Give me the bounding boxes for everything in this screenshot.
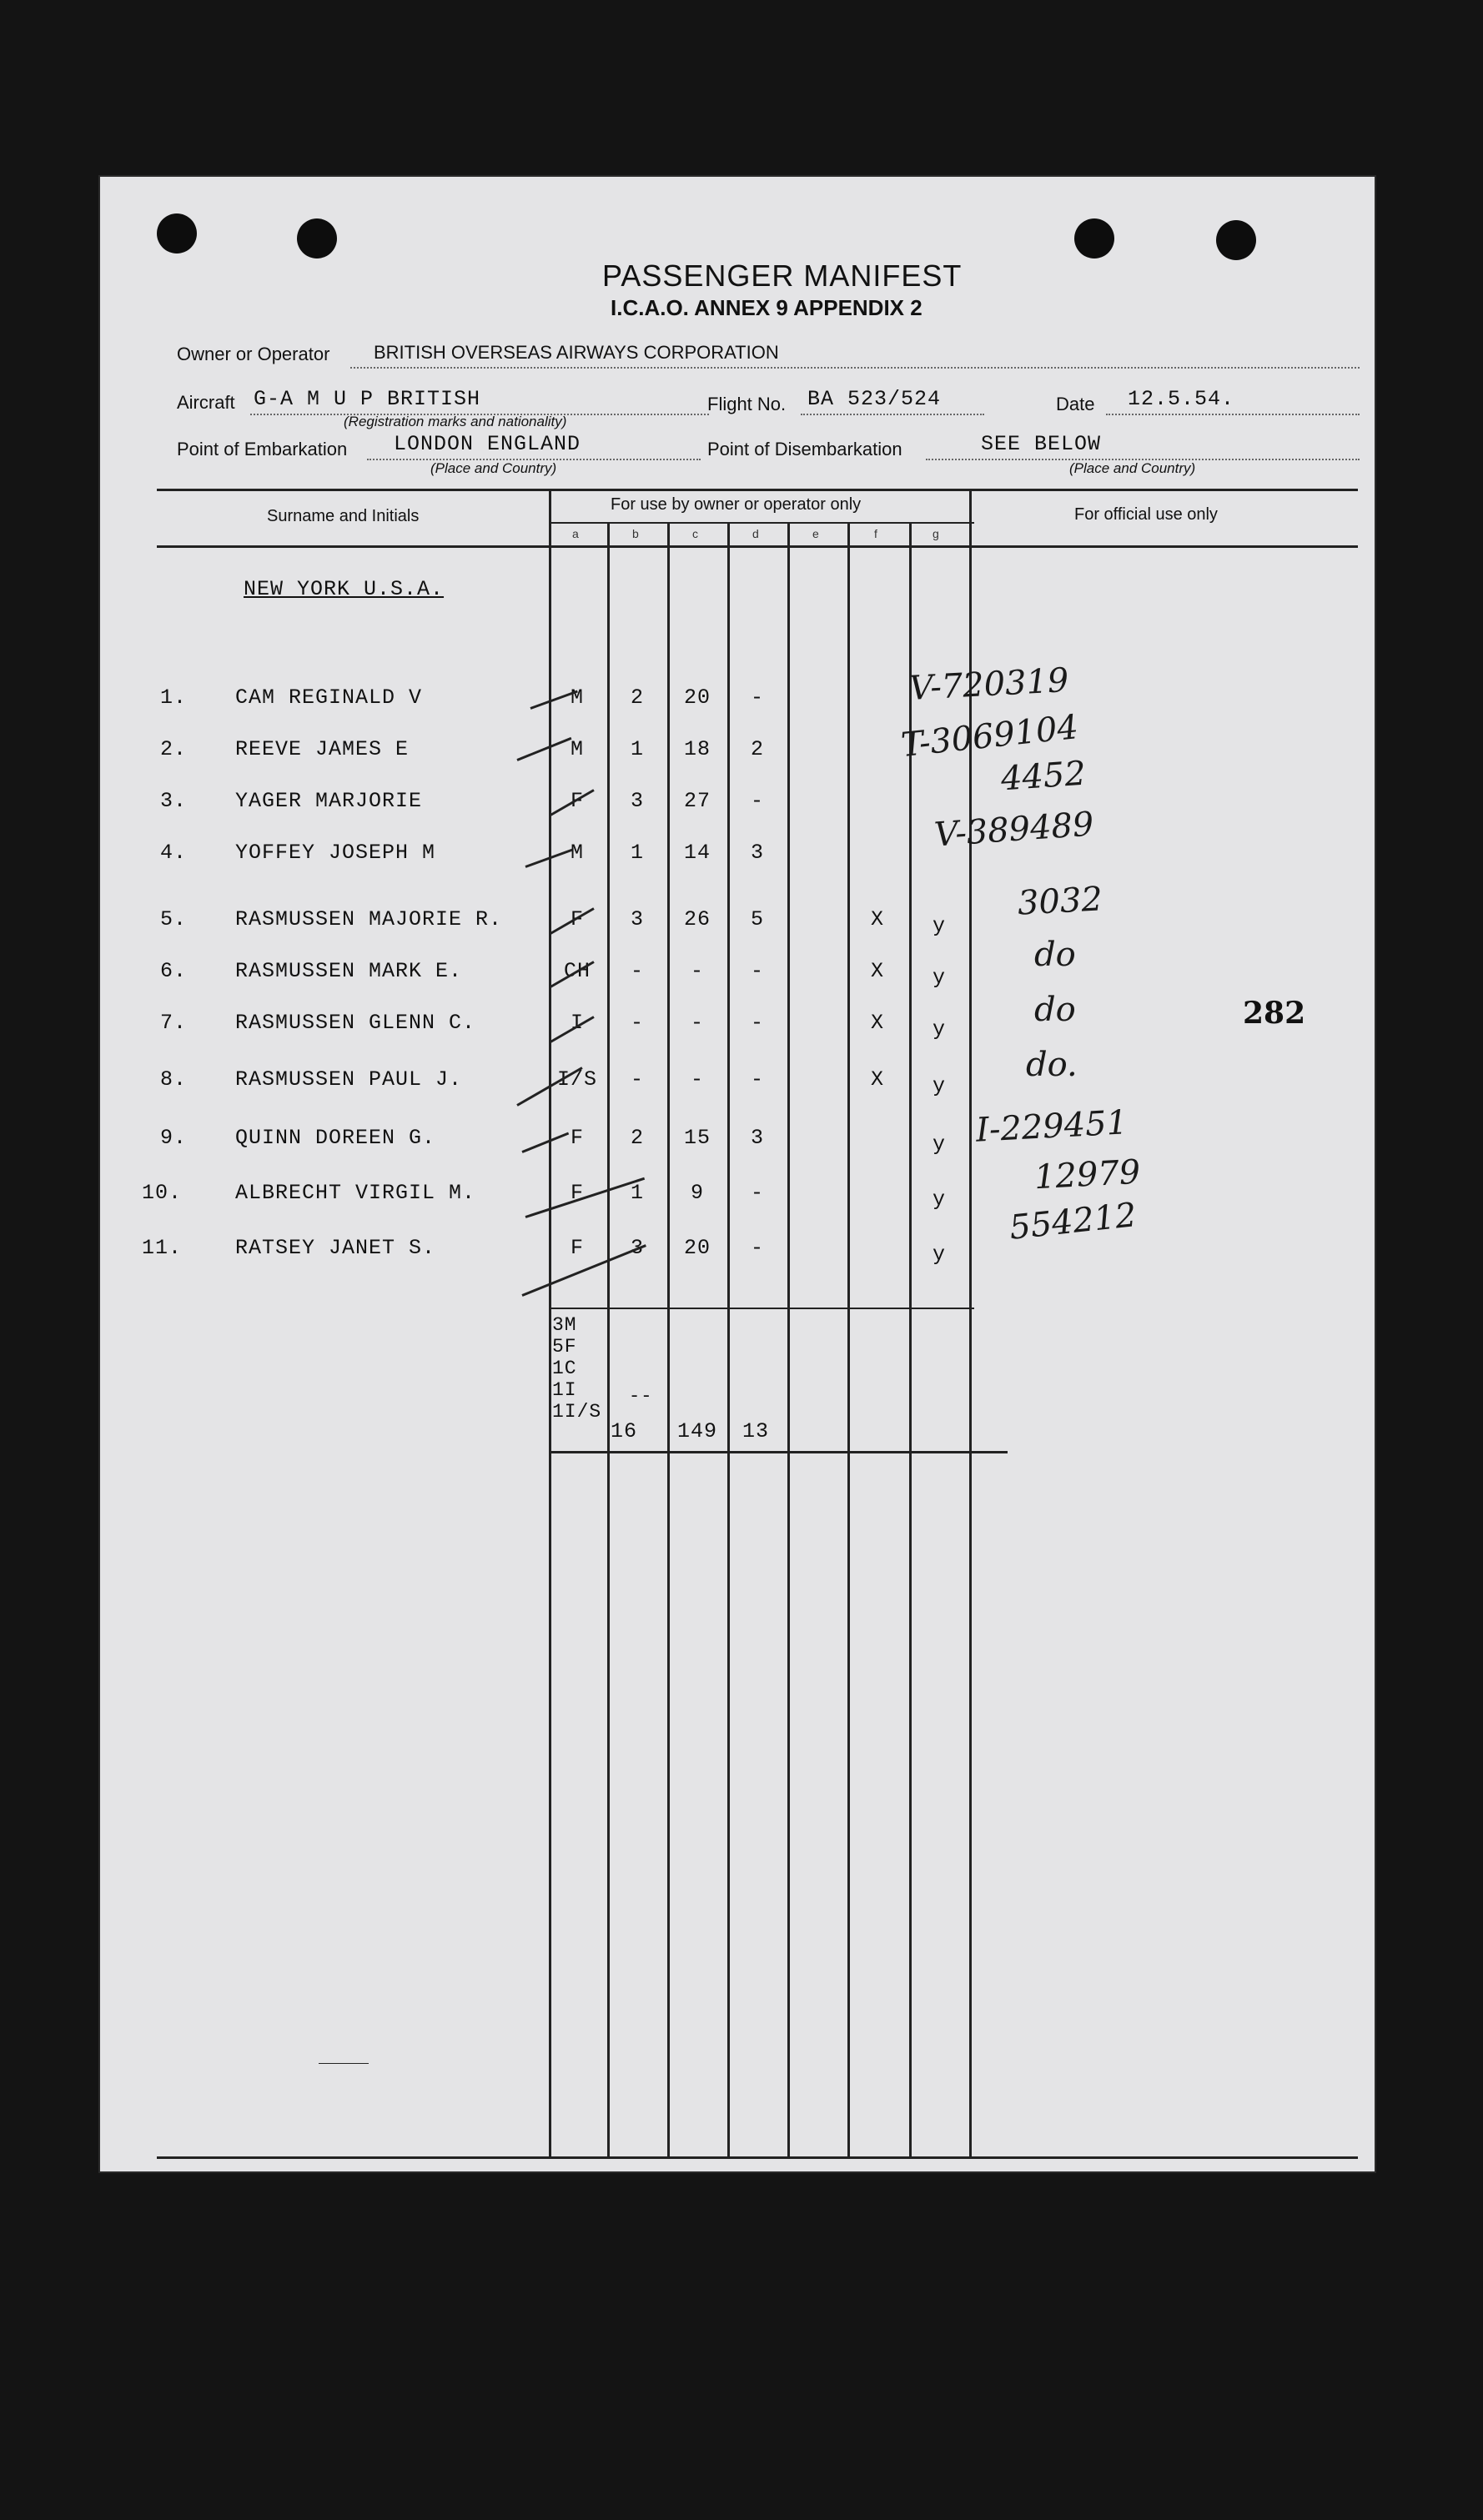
cell-b: 2: [630, 685, 644, 710]
stray-mark: [319, 2063, 369, 2064]
row-number: 11.: [142, 1236, 183, 1260]
disembark-note: (Place and Country): [1069, 460, 1196, 476]
cell-g: y: [932, 1132, 946, 1157]
totals-c: 149: [677, 1419, 718, 1443]
cell-d: -: [750, 1067, 764, 1092]
cell-g: y: [932, 914, 946, 938]
cell-b: 1: [630, 841, 644, 865]
cell-d: 3: [750, 841, 764, 865]
passenger-name: YAGER MARJORIE: [235, 789, 423, 813]
column-rule: [727, 524, 730, 2158]
row-number: 5.: [160, 907, 188, 931]
cell-d: 2: [750, 737, 764, 761]
cell-d: 3: [750, 1126, 764, 1150]
embark-value: LONDON ENGLAND: [394, 432, 581, 456]
cell-c: 15: [683, 1126, 711, 1150]
owner-label: Owner or Operator: [177, 344, 330, 364]
cell-b: 1: [630, 1181, 644, 1205]
row-number: 10.: [142, 1181, 183, 1205]
punch-hole: [297, 218, 337, 259]
cell-c: 27: [683, 789, 711, 813]
header-bottom-rule: [157, 545, 1358, 548]
date-value: 12.5.54.: [1128, 387, 1235, 411]
owner-value: BRITISH OVERSEAS AIRWAYS CORPORATION: [374, 342, 779, 363]
totals-a-line: 5F: [552, 1336, 577, 1358]
passenger-name: CAM REGINALD V: [235, 685, 423, 710]
official-note: V-389489: [933, 805, 1095, 855]
col-letter-a: a: [572, 527, 579, 540]
cell-c: -: [690, 1067, 704, 1092]
punch-hole: [1074, 218, 1114, 259]
cell-g: y: [932, 966, 946, 990]
page-title: PASSENGER MANIFEST: [602, 259, 963, 293]
cell-a: F: [570, 1236, 584, 1260]
column-rule: [787, 524, 790, 2158]
passenger-name: RASMUSSEN PAUL J.: [235, 1067, 463, 1092]
cell-d: 5: [750, 907, 764, 931]
cell-a: F: [570, 789, 584, 813]
official-note: do.: [1026, 1046, 1078, 1084]
cell-d: -: [750, 959, 764, 983]
disembark-label: Point of Disembarkation: [707, 439, 902, 459]
cell-g: y: [932, 1242, 946, 1267]
cell-f: X: [870, 1067, 884, 1092]
totals-b: 16: [611, 1419, 638, 1443]
passenger-name: QUINN DOREEN G.: [235, 1126, 436, 1150]
official-note: V-720319: [907, 661, 1070, 708]
totals-b-dash: --: [629, 1386, 653, 1407]
manifest-page: [100, 177, 1375, 2171]
official-note: T-3069104: [899, 707, 1081, 766]
column-rule: [549, 490, 551, 2158]
row-number: 3.: [160, 789, 188, 813]
embark-note: (Place and Country): [430, 460, 557, 476]
cell-c: 26: [683, 907, 711, 931]
col-letter-b: b: [632, 527, 639, 540]
col-letter-e: e: [812, 527, 819, 540]
cell-b: 3: [630, 907, 644, 931]
dotted-line: [801, 414, 984, 415]
column-rule: [667, 524, 670, 2158]
totals-bottom-rule: [549, 1451, 1008, 1453]
totals-d: 13: [742, 1419, 770, 1443]
cell-c: -: [690, 959, 704, 983]
cell-c: 18: [683, 737, 711, 761]
cell-a: I: [570, 1011, 584, 1035]
cell-g: y: [932, 1017, 946, 1042]
cell-b: 3: [630, 789, 644, 813]
cell-a: M: [570, 841, 584, 865]
passenger-name: RASMUSSEN MARK E.: [235, 959, 463, 983]
cell-c: 20: [683, 1236, 711, 1260]
col-letter-d: d: [752, 527, 759, 540]
cell-c: -: [690, 1011, 704, 1035]
totals-a-line: 1C: [552, 1358, 577, 1379]
cell-d: -: [750, 1236, 764, 1260]
destination-heading: NEW YORK U.S.A.: [244, 577, 445, 601]
dotted-line: [1106, 414, 1360, 415]
cell-c: 9: [690, 1181, 704, 1205]
row-number: 2.: [160, 737, 188, 761]
passenger-name: RASMUSSEN GLENN C.: [235, 1011, 476, 1035]
cell-a: M: [570, 685, 584, 710]
official-note: I-229451: [974, 1103, 1129, 1150]
cell-b: 2: [630, 1126, 644, 1150]
official-note: do: [1034, 991, 1076, 1029]
row-number: 1.: [160, 685, 188, 710]
cell-f: X: [870, 907, 884, 931]
cell-a: CH: [563, 959, 591, 983]
owner-use-header: For use by owner or operator only: [611, 495, 862, 514]
dotted-line: [350, 367, 1360, 369]
cell-b: -: [630, 959, 644, 983]
cell-b: -: [630, 1011, 644, 1035]
aircraft-value: G-A M U P BRITISH: [254, 387, 481, 411]
cell-g: y: [932, 1074, 946, 1098]
col-letter-c: c: [692, 527, 698, 540]
passenger-name: RASMUSSEN MAJORIE R.: [235, 907, 503, 931]
cell-f: X: [870, 959, 884, 983]
flight-label: Flight No.: [707, 394, 787, 414]
cell-a: F: [570, 1126, 584, 1150]
embark-label: Point of Embarkation: [177, 439, 348, 459]
bottom-rule: [157, 2156, 1358, 2159]
row-number: 8.: [160, 1067, 188, 1092]
column-rule: [909, 524, 912, 2158]
cell-d: -: [750, 685, 764, 710]
table-top-rule: [157, 489, 1358, 491]
official-use-header: For official use only: [1074, 505, 1218, 524]
cell-f: X: [870, 1011, 884, 1035]
cell-a: M: [570, 737, 584, 761]
row-number: 4.: [160, 841, 188, 865]
col-letter-g: g: [933, 527, 939, 540]
cell-a: F: [570, 1181, 584, 1205]
row-number: 6.: [160, 959, 188, 983]
cell-g: y: [932, 1187, 946, 1212]
page-number: 282: [1243, 996, 1306, 1031]
official-note: 4452: [999, 754, 1088, 799]
passenger-name: RATSEY JANET S.: [235, 1236, 436, 1260]
disembark-value: SEE BELOW: [981, 432, 1102, 456]
official-note: do: [1034, 936, 1076, 974]
cell-d: -: [750, 789, 764, 813]
cell-c: 20: [683, 685, 711, 710]
totals-a-line: 1I/S: [552, 1401, 602, 1423]
date-label: Date: [1056, 394, 1095, 414]
passenger-name: YOFFEY JOSEPH M: [235, 841, 436, 865]
cell-b: 3: [630, 1236, 644, 1260]
surname-header: Surname and Initials: [267, 507, 420, 525]
aircraft-note: (Registration marks and nationality): [344, 414, 567, 429]
cell-c: 14: [683, 841, 711, 865]
totals-top-rule: [549, 1308, 974, 1309]
totals-a-line: 3M: [552, 1314, 577, 1336]
column-rule: [607, 524, 610, 2158]
cell-b: -: [630, 1067, 644, 1092]
cell-b: 1: [630, 737, 644, 761]
punch-hole: [157, 213, 197, 254]
passenger-name: ALBRECHT VIRGIL M.: [235, 1181, 476, 1205]
passenger-name: REEVE JAMES E: [235, 737, 410, 761]
official-note: 554212: [1008, 1196, 1139, 1247]
punch-hole: [1216, 220, 1256, 260]
col-letter-f: f: [874, 527, 877, 540]
cell-a: I/S: [556, 1067, 597, 1092]
row-number: 9.: [160, 1126, 188, 1150]
flight-value: BA 523/524: [807, 387, 942, 411]
column-rule: [847, 524, 850, 2158]
official-note: 3032: [1016, 880, 1103, 923]
totals-a-line: 1I: [552, 1379, 577, 1401]
cell-a: F: [570, 907, 584, 931]
aircraft-label: Aircraft: [177, 392, 235, 413]
official-note: 12979: [1033, 1152, 1142, 1197]
cell-d: -: [750, 1181, 764, 1205]
page-subtitle: I.C.A.O. ANNEX 9 APPENDIX 2: [611, 295, 922, 320]
row-number: 7.: [160, 1011, 188, 1035]
cell-d: -: [750, 1011, 764, 1035]
